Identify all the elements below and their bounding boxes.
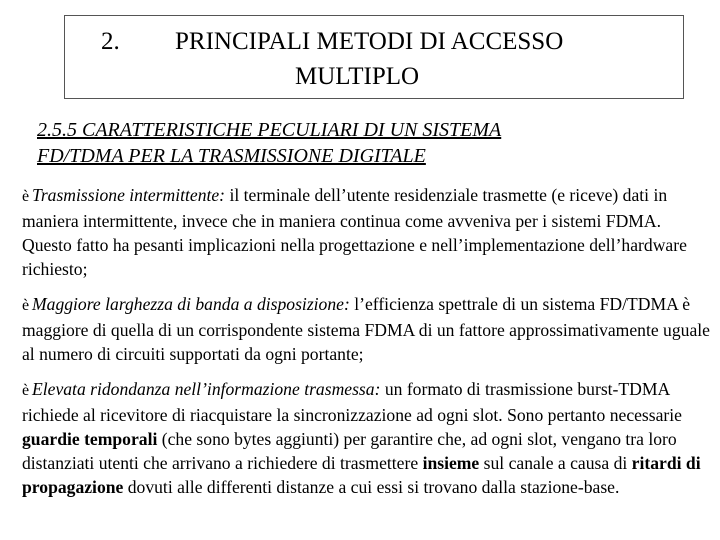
chapter-title-line-2: MULTIPLO: [295, 63, 420, 90]
bullet-text: (che sono bytes aggiunti) per garantire che, ad ogni slot, vengano tra loro distanziati utenti che arrivano a richiedere di trasmettere: [22, 429, 677, 473]
bullet-lead: Trasmissione intermittente:: [32, 185, 226, 205]
arrow-right-icon: è: [22, 297, 30, 314]
bullet-emphasis: guardie temporali: [22, 429, 158, 449]
chapter-number: 2.: [101, 28, 120, 55]
section-heading: [37, 117, 697, 169]
bullet-lead: Maggiore larghezza di banda a disposizione:: [32, 294, 350, 314]
bullet-item-redundancy: [22, 377, 712, 499]
title-box: [64, 15, 684, 99]
chapter-title-line-1: PRINCIPALI METODI DI ACCESSO: [175, 28, 564, 55]
bullet-text: l’efficienza spettrale di un sistema FD/TDMA è maggiore di quella di un corrispondente sistema FDMA di un fattore approssimativamente uguale al numero di circuiti supportati da ogni portante;: [22, 294, 710, 364]
bullet-item-intermittent: [22, 183, 712, 281]
bullet-text: sul canale a causa di: [479, 453, 632, 473]
arrow-right-icon: è: [22, 382, 30, 399]
section-heading-line-2: FD/TDMA PER LA TRASMISSIONE DIGITALE: [37, 145, 426, 167]
bullet-text: dovuti alle differenti distanze a cui essi si trovano dalla stazione-base.: [123, 477, 620, 497]
bullet-emphasis: insieme: [422, 453, 480, 473]
bullet-emphasis: ritardi di propagazione: [22, 453, 701, 497]
bullet-item-bandwidth: [22, 292, 712, 366]
bullet-lead: Elevata ridondanza nell’informazione trasmessa:: [32, 379, 381, 399]
bullet-list: [22, 183, 712, 510]
bullet-text: il terminale dell’utente residenziale trasmette (e riceve) dati in maniera intermittente, invece che in maniera continua come avveniva per i sistemi FDMA. Questo fatto ha pesanti implicazioni nella progettazione e nell’implementazione dell’hardware richiesto;: [22, 185, 687, 279]
bullet-text: un formato di trasmissione burst-TDMA richiede al ricevitore di riacquistare la sincronizzazione ad ogni slot. Sono pertanto necessarie: [22, 379, 682, 425]
arrow-right-icon: è: [22, 188, 30, 205]
section-heading-line-1: 2.5.5 CARATTERISTICHE PECULIARI DI UN SISTEMA: [37, 119, 502, 141]
